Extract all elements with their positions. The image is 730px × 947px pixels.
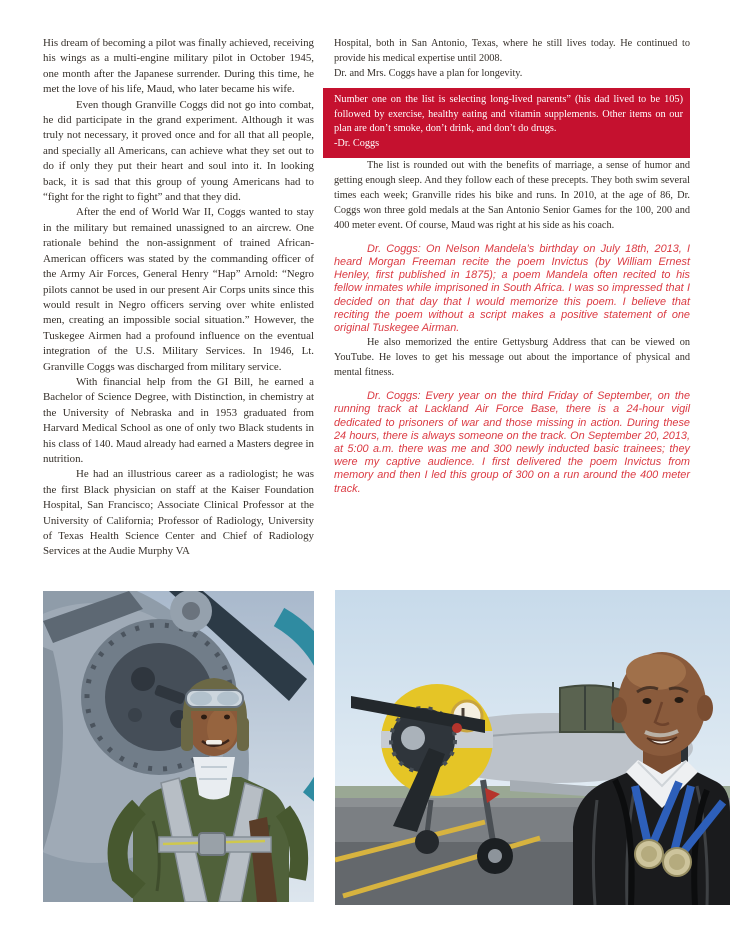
right-text-column xyxy=(334,36,690,496)
quote-vigil: Dr. Coggs: Every year on the third Friday of September, on the running track at Lackland Air Force Base, there is a 24-hour vigil dedicated to prisoners of war and those missing in action. During these 24 hours, there is always someone on the track. On September 20, 2013, at 5:00 a.m. there was me and 300 newly inducted basic trainees; they were my captive audience. I first delivered the poem Invictus from memory and then I led this group of 300 on a run around the 400 meter track. xyxy=(334,390,690,495)
callout-text: Number one on the list is selecting long-lived parents” (his dad lived to be 105) followed by exercise, healthy eating and vitamin supplements. Other items on our plan are don’t smoke, don’t drink, and don’t do drugs. xyxy=(334,94,683,135)
paragraph-plan-line: Dr. and Mrs. Coggs have a plan for longevity. xyxy=(334,68,523,79)
paragraph: His dream of becoming a pilot was finally achieved, receiving his wings as a multi-engine military pilot in October 1945, one month after the Japanese surrender. During this time, he met the love of his life, Maud, who later became his wife. xyxy=(43,37,314,96)
callout-attribution: -Dr. Coggs xyxy=(334,138,380,150)
left-text-column xyxy=(43,36,314,560)
paragraph-gettysburg: He also memorized the entire Gettysburg Address that can be viewed on YouTube. He loves to get his message out about the importance of physical and mental fitness. xyxy=(334,337,690,379)
quote-mandela: Dr. Coggs: On Nelson Mandela’s birthday on July 18th, 2013, I heard Morgan Freeman recite the poem Invictus (by William Ernest Henley, first published in 1875); a poem Mandela often recited to his fellow inmates while imprisoned in South Africa. I was so impressed that I decided on that day that I would memorize this poem. I believe that reciting the poem without a script makes a positive statement of one original Tuskegee Airman. xyxy=(334,242,690,335)
paragraph-continuation: Hospital, both in San Antonio, Texas, where he still lives today. He continued to provide his medical expertise until 2008. xyxy=(334,38,690,64)
paragraph: Even though Granville Coggs did not go into combat, he did participate in the grand experiment. Although it was truly not necessary, it proved once and for all that all people, and specially all Americans, can achieve what they set out to do if only they put their heart and soul into it. In looking back, it is sad that this group of young Americans had to “fight for the right to fight” and that they did. xyxy=(43,98,314,204)
photo-tuskegee-pilot xyxy=(43,591,314,902)
paragraph: With financial help from the GI Bill, he earned a Bachelor of Science Degree, with Distinction, in chemistry at the University of Nebraska and in 1953 graduated from Harvard Medical School as one of only two Black students in his class of 140. Maud already had earned a Masters degree in nutrition. xyxy=(43,375,314,465)
photo-dr-coggs-medals xyxy=(335,590,730,905)
pull-quote-callout xyxy=(323,88,690,158)
paragraph: After the end of World War II, Coggs wanted to stay in the military but remained unassigned to an aircrew. One rationale behind the non-assignment of trained African-American officers was stated by the commanding officer of the Army Air Forces, General Henry “Hap” Arnold: “Negro pilots cannot be used in our present Air Corps units since this would result in Negro officers serving over white enlisted men, creating an impossible social situation.” However, the Tuskegee Airmen had a profound influence on the eventual integration of the U.S. Military Services. In 1946, Lt. Granville Coggs was discharged from military service. xyxy=(43,206,314,373)
paragraph-precepts: The list is rounded out with the benefits of marriage, a sense of humor and getting enough sleep. And they follow each of these precepts. They both swim several times each week; Granville rides his bike and runs. In 2010, at the age of 86, Dr. Coggs won three gold medals at the San Antonio Senior Games for the 100, 200 and 400 meter event. Of course, Maud was right at his side as his coach. xyxy=(334,159,690,231)
paragraph: He had an illustrious career as a radiologist; he was the first Black physician on staff at the Kaiser Foundation Hospital, San Francisco; Associate Clinical Professor at the University of California; Professor of Radiology, University of Texas Health Science Center and Chief of Radiology Services at the Audie Murphy VA xyxy=(43,468,314,558)
